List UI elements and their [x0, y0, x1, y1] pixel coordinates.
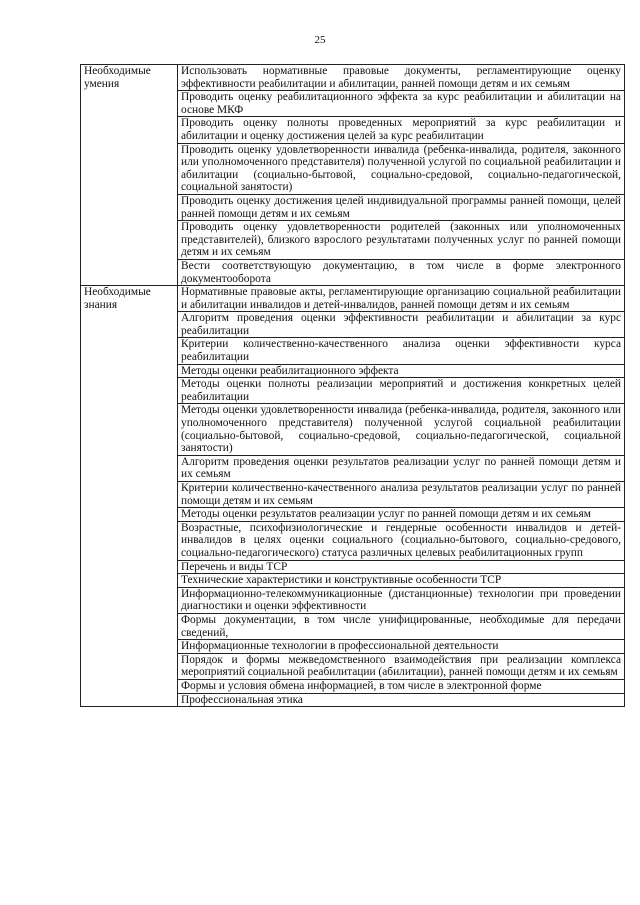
- table-cell: Проводить оценку удовлетворенности инвалида (ребенка-инвалида, родителя, законного или уполномоченного представителя) полученной услугой по социальной реабилитации и абилитации (социально-бытовой, социально-средовой, социально-педагогической, социальной занятости): [178, 143, 625, 194]
- table-cell: Вести соответствующую документацию, в том числе в форме электронного документооборота: [178, 259, 625, 285]
- table-cell: Перечень и виды ТСР: [178, 560, 625, 574]
- page-number: 25: [314, 34, 326, 46]
- table-cell: Методы оценки реабилитационного эффекта: [178, 364, 625, 378]
- table-cell: Проводить оценку достижения целей индивидуальной программы ранней помощи, целей ранней помощи детям и их семьям: [178, 194, 625, 220]
- table-cell: Информационные технологии в профессиональной деятельности: [178, 640, 625, 654]
- table-cell: Нормативные правовые акты, регламентирующие организацию социальной реабилитации и абилитации инвалидов и детей-инвалидов, ранней помощи детям и их семьям: [178, 286, 625, 312]
- table-cell: Проводить оценку полноты проведенных мероприятий за курс реабилитации и абилитации и оценку достижения целей за курс реабилитации: [178, 117, 625, 143]
- table-cell: Порядок и формы межведомственного взаимодействия при реализации комплекса мероприятий социальной реабилитации (абилитации), ранней помощи детям и их семьям: [178, 653, 625, 679]
- table-row: [81, 65, 625, 91]
- table-cell: Профессиональная этика: [178, 693, 625, 707]
- table-cell: Формы документации, в том числе унифицированные, необходимые для передачи сведений,: [178, 613, 625, 639]
- table-cell: Методы оценки удовлетворенности инвалида (ребенка-инвалида, родителя, законного или уполномоченного представителя) полученной услугой социальной реабилитации (социально-бытовой, социально-средовой, социально-педагогической, социальной занятости): [178, 404, 625, 455]
- requirements-table: [80, 64, 625, 707]
- table-cell: Технические характеристики и конструктивные особенности ТСР: [178, 574, 625, 588]
- table-cell: Алгоритм проведения оценки результатов реализации услуг по ранней помощи детям и их семьям: [178, 455, 625, 481]
- table-cell: Критерии количественно-качественного анализа оценки эффективности курса реабилитации: [178, 338, 625, 364]
- table-cell: Методы оценки полноты реализации мероприятий и достижения конкретных целей реабилитации: [178, 378, 625, 404]
- table-cell: Методы оценки результатов реализации услуг по ранней помощи детям и их семьям: [178, 508, 625, 522]
- table-cell: Проводить оценку удовлетворенности родителей (законных или уполномоченных представителей), близкого взрослого результатами полученных услуг по ранней помощи детям и их семьям: [178, 221, 625, 260]
- table-cell: Возрастные, психофизиологические и гендерные особенности инвалидов и детей-инвалидов в целях оценки социального (социально-бытового, социально-средового, социально-педагогического) статуса различных целевых реабилитационных групп: [178, 521, 625, 560]
- table-cell: Алгоритм проведения оценки эффективности реабилитации и абилитации за курс реабилитации: [178, 312, 625, 338]
- table-cell: Проводить оценку реабилитационного эффекта за курс реабилитации и абилитации на основе МКФ: [178, 91, 625, 117]
- section-label: Необходимые умения: [81, 65, 178, 286]
- table-cell: Использовать нормативные правовые документы, регламентирующие оценку эффективности реабилитации и абилитации, ранней помощи детям и их семьям: [178, 65, 625, 91]
- table-cell: Формы и условия обмена информацией, в том числе в электронной форме: [178, 679, 625, 693]
- table-cell: Информационно-телекоммуникационные (дистанционные) технологии при проведении диагностики и оценки эффективности: [178, 587, 625, 613]
- table-cell: Критерии количественно-качественного анализа результатов реализации услуг по ранней помощи детям и их семьям: [178, 482, 625, 508]
- table-row: [81, 286, 625, 312]
- section-label: Необходимые знания: [81, 286, 178, 707]
